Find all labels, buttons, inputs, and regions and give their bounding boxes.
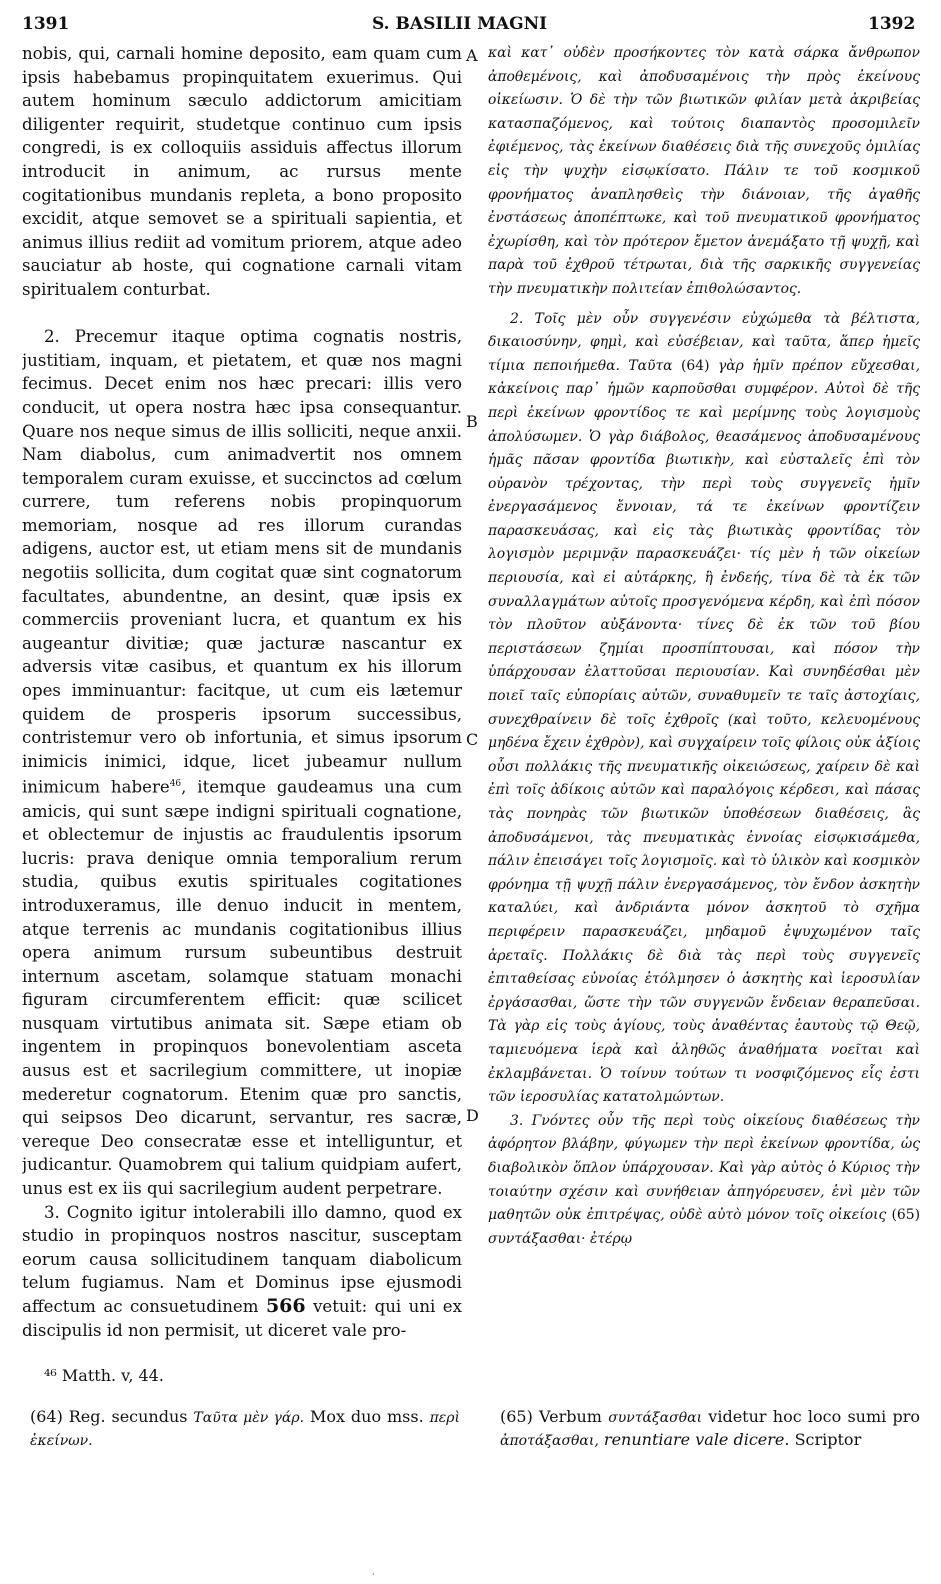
footnote-64-text: Mox duo mss. xyxy=(304,1407,424,1426)
footnote-65-text-1: videtur hoc loco sumi pro xyxy=(702,1407,920,1426)
footnote-65-italic: renuntiare vale dicere. xyxy=(598,1430,790,1449)
footnote-65-greek-2: ἀποτάξασθαι, xyxy=(500,1433,599,1449)
footnote-65 xyxy=(500,1406,920,1452)
latin-paragraph-2-end: , itemque gaudeamus una cum amicis, qui sunt sæpe indigni spirituali cognatione, et oblectemur de injustis ac fraudulentis ipsorum lucris: prava denique omnia temporalium rerum studia, quibus exutis spirituales cogitationes introduxeramus, ille denuo inducit in mentem, atque terrenis ac mundanis cogitationibus illius opera animum rursum subeuntibus destruit internum ascetam, solamque statuam monachi figuram circumferentem efficit: quæ scilicet nusquam virtutibus animata sit. Sæpe etiam ob ingentem in propinquos bonevolentiam asceta ausus est et sacrilegium committere, ut inopiæ mederetur cognatorum. Etenim quæ pro sanctis, qui seipsos Deo dicarunt, servantur, res sacræ, vereque Deo consecratæ esse et intelliguntur, et judicantur. Quamobrem qui talium quidpiam aufert, unus est ex iis qui sacrilegium audent perpetrare. xyxy=(22,777,462,1199)
footnote-46: ⁴⁶ Matth. v, 44. xyxy=(44,1366,164,1385)
greek-paragraph-2-b: γὰρ ἡμῖν πρέπον εὔχεσθαι, κἀκείνοις παρ᾿ ἡμῶν καρποῦσθαι συμφέρον. Αὐτοὶ δὲ τῆς περὶ ἐκείνων φροντίδος τε καὶ μερίμνης τοὺς λογισμοὺς ἀπολύσωμεν. Ὁ γὰρ διάβολος, θεασάμενος ἀποδυσαμένους ἡμᾶς πᾶσαν φροντίδα βιωτικὴν, καὶ εὐσταλεῖς ἐπὶ τὸν οὐρανὸν τρέχοντας, τὴν περὶ τοὺς συγγενεῖς ἡμῖν ἐνεργασάμενος ἔννοιαν, τά τε ἐκείνων φροντίζειν παρασκευάσας, καὶ εἰς τὰς βιωτικὰς φροντίδας τὸν λογισμὸν μεριμνᾷν παρασκευάζει· τίς μὲν ἡ τῶν οἰκείων περιουσία, καὶ εἰ αὐτάρκης, ἢ ἐνδεής, τίνα δὲ τὰ ἐκ τῶν συναλλαγμάτων αὐτοῖς προσγενόμενα κέρδη, καὶ ἐπὶ πόσον τὸν πλοῦτον αὐξάνοντα· τίνες δὲ ἐκ τῶν τοῦ βίου περιστάσεων ζημίαι προσπίπτουσαι, καὶ πόσον τὴν ὑπάρχουσαν ἐλαττοῦσαι περιουσίαν. Καὶ συνηδέσθαι μὲν ποιεῖ ταῖς εὐπορίαις αὐτῶν, συναθυμεῖν τε ταῖς ἀστοχίαις, συνεχθραίνειν δὲ τοῖς ἐχθροῖς (καὶ τοῦτο, κελευομένους μηδένα ἔχειν ἐχθρὸν), καὶ συγχαίρειν τοῖς φίλοις οὐκ ἀξίοις οὖσι πολλάκις τῆς πνευματικῆς οἰκειώσεως, χαίρειν δὲ καὶ ἐπὶ τοῖς ἀδίκοις αὐτῶν καὶ παραλόγοις κέρδεσι, καὶ πάσας τὰς πονηρὰς τῶν βιωτικῶν ὑποθέσεων διαθέσεις, ἃς ἀποδυσάμενοι, τὰς πνευματικὰς ἐννοίας εἰσῳκισάμεθα, πάλιν ἐπεισάγει τοῖς λογισμοῖς. καὶ τὸ ὑλικὸν καὶ κοσμικὸν φρόνημα τῇ ψυχῇ πάλιν ἐνεργασάμενος, τὸν ἔνδον ἀσκητὴν καταλύει, καὶ ἀνδριάντα μόνον ἀσκητοῦ τὸ σχῆμα περιφέρειν παρασκευάζει, μηδαμοῦ ἐψυχωμένον ταῖς ἀρεταῖς. Πολλάκις δὲ διὰ τὰς περὶ τοὺς συγγενεῖς ἐπιταθείσας εὐνοίας ἐτόλμησεν ὁ ἀσκητὴς καὶ ἱεροσυλίαν ἐργάσασθαι, ὥστε τὴν τῶν συγγενῶν ἔνδειαν θεραπεῦσαι. Τὰ γὰρ εἰς τοὺς ἁγίους, τοὺς ἀναθέντας ἑαυτοὺς τῷ Θεῷ, ταμιευόμενα ἱερὰ καὶ ἀληθῶς ἀναθήματα νοεῖται καὶ ἐκλαμβάνεται. Ὁ τοίνυν τούτων τι νοσφιζόμενος εἷς ἐστι τῶν ἱεροσυλίας κατατολμώντων. xyxy=(488,357,920,1106)
latin-paragraph-3-end: vetuit: qui uni ex discipulis id non permisit, ut diceret vale pro- xyxy=(22,1297,462,1340)
latin-paragraph-2 xyxy=(22,325,462,1201)
latin-paragraph-1: nobis, qui, carnali homine deposito, eam quam cum ipsis habebamus propinquitatem exuerimus. Qui autem hominum sæculo addictorum amicitiam diligenter requirit, studetque continuo cum ipsis congredi, is ex colloquiis assiduis affectus illorum introducit in animum, ac rursus mente cogitationibus mundanis repleta, a bono proposito excidit, atque semovet se a spirituali sapientia, et animus illius rediit ad vomitum priorem, atque adeo sauciatur ab hoste, qui cognatione carnali vitam spiritualem conturbat. xyxy=(22,44,462,299)
right-page-number: 1392 xyxy=(868,14,916,34)
running-title: S. BASILII MAGNI xyxy=(372,14,548,34)
margin-letter-d: D xyxy=(466,1106,479,1125)
footnote-ref-65: (65) xyxy=(891,1207,920,1224)
footnote-64 xyxy=(30,1406,460,1452)
greek-paragraph-2 xyxy=(488,308,920,1110)
left-page-number: 1391 xyxy=(22,14,70,34)
margin-letter-b: B xyxy=(466,412,478,431)
margin-letter-c: C xyxy=(466,730,479,749)
greek-paragraph-1: καὶ κατ᾿ οὐδὲν προσήκοντες τὸν κατὰ σάρκα ἄνθρωπον ἀποθεμένοις, καὶ ἀποδυσαμένοις τὴν πρὸς ἐκείνους οἰκείωσιν. Ὁ δὲ τὴν τῶν βιωτικῶν φιλίαν μετὰ ἀκριβείας κατασπαζόμενος, καὶ τούτοις διαπαντὸς προσομιλεῖν ἐφιέμενος, τὰς ἐκείνων διαθέσεις διὰ τῆς συνεχοῦς ὁμιλίας εἰς τὴν ψυχὴν εἰσῳκίσατο. Πάλιν τε τοῦ κοσμικοῦ φρονήματος ἀναπλησθεὶς τὴν διάνοιαν, τῆς ἀγαθῆς ἐνστάσεως ἀποπέπτωκε, καὶ τοῦ πνευματικοῦ φρονήματος ἐχωρίσθη, καὶ τὸν πρότερον ἔμετον ἀνεμάξατο τῇ ψυχῇ, καὶ παρὰ τοῦ ἐχθροῦ τέτρωται, διὰ τῆς σαρκικῆς συγγενείας τὴν πνευματικὴν πολιτείαν ἐπιθολώσαντος. xyxy=(488,45,920,297)
footnote-ref-46: 46 xyxy=(169,779,182,790)
footnote-64-greek-2: περὶ ἐκείνων. xyxy=(30,1410,460,1449)
footnote-64-greek-1: Ταῦτα μὲν γάρ. xyxy=(193,1410,305,1426)
latin-paragraph-2-start: 2. Precemur itaque optima cognatis nostris, justitiam, inquam, et pietatem, et quæ nos magni fecimus. Decet enim nos hæc precari: illis vero conducit, ut opera nostra hæc ipsa consequantur. Quare nos neque simus de illis solliciti, neque anxii. Nam diabolus, cum animadvertit nos omnem temporalem curam exuisse, et succinctos ad cœlum currere, tum referens nobis propinquorum memoriam, nosque ad res illorum curandas adigens, auctor est, ut etiam mens sit de mundanis negotiis sollicita, dum cogitat quæ sint cognatorum facultates, abundentne, an desint, quæ ipsis ex commerciis proveniant lucra, et quantum ex his augeantur divitiæ; quæ jacturæ nascantur ex adversis vitæ casibus, et quantum ex his illorum opes imminuantur: facitque, ut cum eis lætemur quidem de prosperis ipsorum successibus, contristemur vero ob infortunia, et simus ipsorum inimicis inimici, idque, licet jubeamur nullum inimicum habere xyxy=(22,327,462,797)
greek-paragraph-3-a: 3. Γνόντες οὖν τῆς περὶ τοὺς οἰκείους διαθέσεως τὴν ἀφόρητον βλάβην, φύγωμεν τὴν περὶ ἐκείνων φροντίδα, ὡς διαβολικὸν ὅπλον ὑπάρχουσαν. Καὶ γὰρ αὐτὸς ὁ Κύριος τὴν τοιαύτην σχέσιν καὶ συνήθειαν ἀπηγόρευσεν, ἑνὶ μὲν τῶν μαθητῶν οὐκ ἐπιτρέψας, οὐδὲ αὐτὸ μόνον τοῖς οἰκείοις xyxy=(488,1112,920,1224)
latin-paragraph-3 xyxy=(22,1201,462,1343)
footnote-65-greek-1: συντάξασθαι xyxy=(608,1410,703,1426)
footnote-65-text-2: Scriptor xyxy=(789,1430,862,1449)
column-marker: 566 xyxy=(265,1295,306,1317)
latin-column xyxy=(22,42,462,1354)
greek-paragraph-3 xyxy=(488,1110,920,1252)
greek-paragraph-2-a: 2. Τοῖς μὲν οὖν συγγενέσιν εὐχώμεθα τὰ βέλτιστα, δικαιοσύνην, φημὶ, καὶ εὐσέβειαν, καὶ ταῦτα, ἅπερ ἡμεῖς τίμια πεποιήμεθα. Ταῦτα xyxy=(488,310,920,374)
margin-letter-a: A xyxy=(466,46,478,65)
bottom-dot: · xyxy=(372,1570,375,1579)
greek-paragraph-3-b: συντάξασθαι· ἑτέρῳ xyxy=(488,1230,633,1247)
footnote-65-label: (65) Verbum xyxy=(500,1407,602,1426)
greek-column xyxy=(488,42,920,1354)
latin-paragraph-3-start: 3. Cognito igitur intolerabili illo damno, quod ex studio in propinquos nostros nascitur, susceptam eorum causa sollicitudinem tanquam diabolicum telum fugiamus. Nam et Dominus ipse ejusmodi affectum ac consuetudinem xyxy=(22,1202,462,1316)
footnote-ref-64: (64) xyxy=(681,357,710,374)
footnote-64-label: (64) Reg. secundus xyxy=(30,1407,188,1426)
